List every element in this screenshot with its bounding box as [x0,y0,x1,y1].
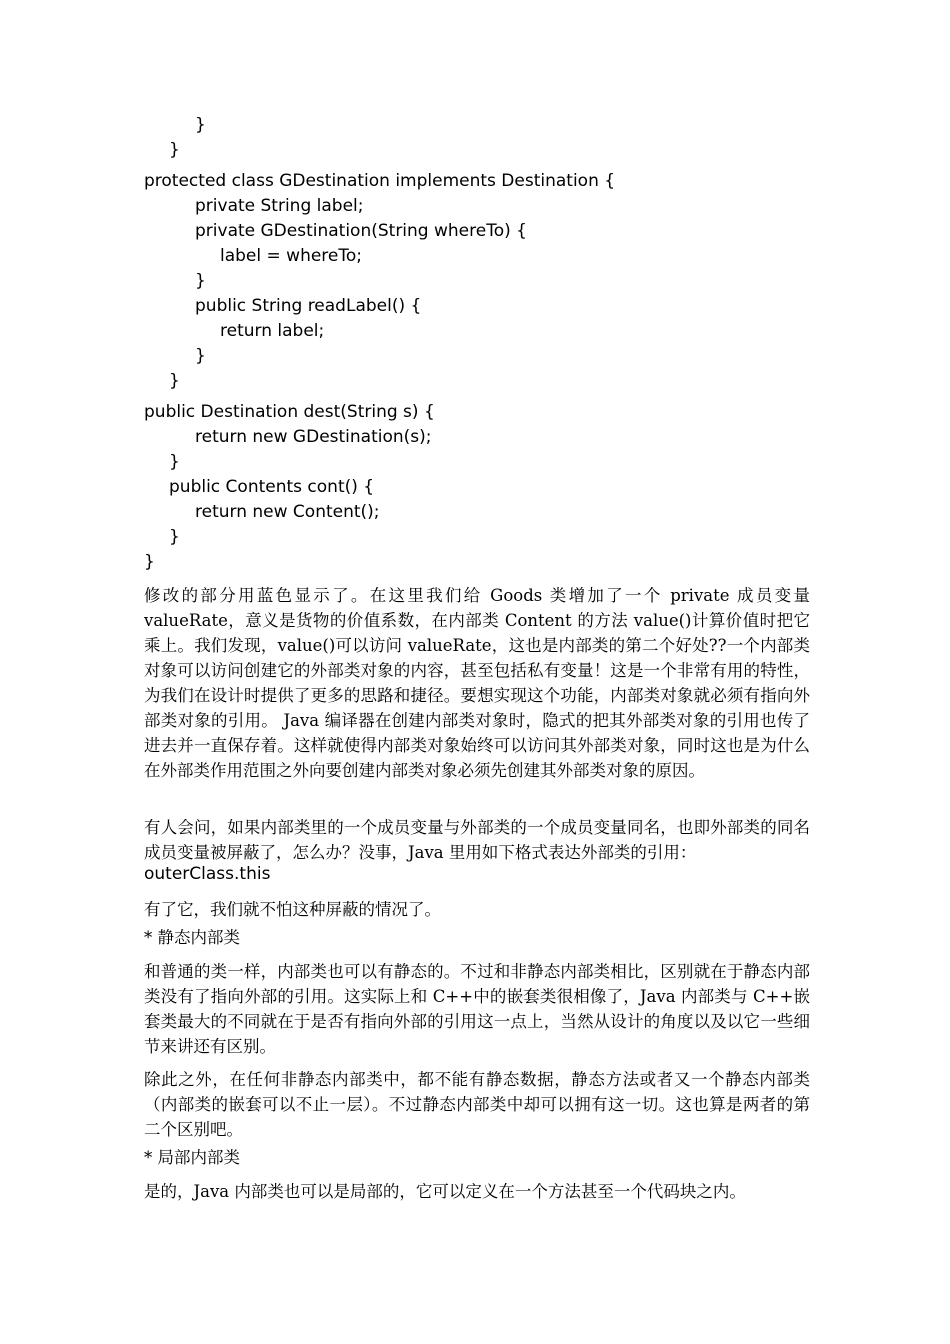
code-line: } [195,115,206,135]
code-line: } [169,140,180,160]
code-line: return label; [220,321,325,341]
code-line: private GDestination(String whereTo) { [195,221,527,241]
code-line: private String label; [195,196,364,216]
code-line: return new Content(); [195,502,380,522]
code-outer-class-this: outerClass.this [144,864,271,884]
paragraph-static-restrictions: 除此之外，在任何非静态内部类中，都不能有静态数据，静态方法或者又一个静态内部类（内部类的嵌套可以不止一层）。不过静态内部类中却可以拥有这一切。这也算是两者的第二个区别吧。 [144,1070,810,1139]
paragraph-inner-class-access: 修改的部分用蓝色显示了。在这里我们给 Goods 类增加了一个 private 成员变量 valueRate，意义是货物的价值系数，在内部类 Content 的方法 value()计算价值时把它乘上。我们发现，value()可以访问 valueRate，这也是内部类的第二个好处??一个内部类对象可以访问创建它的外部类对象的内容，甚至包括私有变量！这是一个非常有用的特性，为我们在设计时提供了更多的思路和捷径。要想实现这个功能，内部类对象就必须有指向外部类对象的引用。 Java 编译器在创建内部类对象时，隐式的把其外部类对象的引用也传了进去并一直保存着。这样就使得内部类对象始终可以访问其外部类对象，同时这也是为什么在外部类作用范围之外向要创建内部类对象必须先创建其外部类对象的原因。 [144,586,810,780]
code-line: } [169,527,180,547]
code-line: public Destination dest(String s) { [144,402,435,422]
paragraph-no-fear: 有了它，我们就不怕这种屏蔽的情况了。 [144,900,441,919]
paragraph-local-inner-class: 是的，Java 内部类也可以是局部的，它可以定义在一个方法甚至一个代码块之内。 [144,1182,746,1201]
paragraph-static-inner-class: 和普通的类一样，内部类也可以有静态的。不过和非静态内部类相比，区别就在于静态内部类没有了指向外部的引用。这实际上和 C++中的嵌套类很相像了，Java 内部类与 C++嵌套类最大的不同就在于是否有指向外部的引用这一点上，当然从设计的角度以及以它一些细节来讲还有区别。 [144,962,810,1056]
code-line: } [195,346,206,366]
code-line: label = whereTo; [220,246,363,266]
code-line: } [169,371,180,391]
code-line: } [169,452,180,472]
code-line: } [144,552,155,572]
code-line: public Contents cont() { [169,477,375,497]
code-line: public String readLabel() { [195,296,422,316]
section-heading-local-inner-class: * 局部内部类 [144,1148,240,1167]
code-line: return new GDestination(s); [195,427,432,447]
paragraph-name-shadowing: 有人会问，如果内部类里的一个成员变量与外部类的一个成员变量同名，也即外部类的同名成员变量被屏蔽了，怎么办？没事，Java 里用如下格式表达外部类的引用： [144,818,810,862]
code-line: protected class GDestination implements Destination { [144,171,616,191]
code-line: } [195,271,206,291]
section-heading-static-inner-class: * 静态内部类 [144,928,240,947]
